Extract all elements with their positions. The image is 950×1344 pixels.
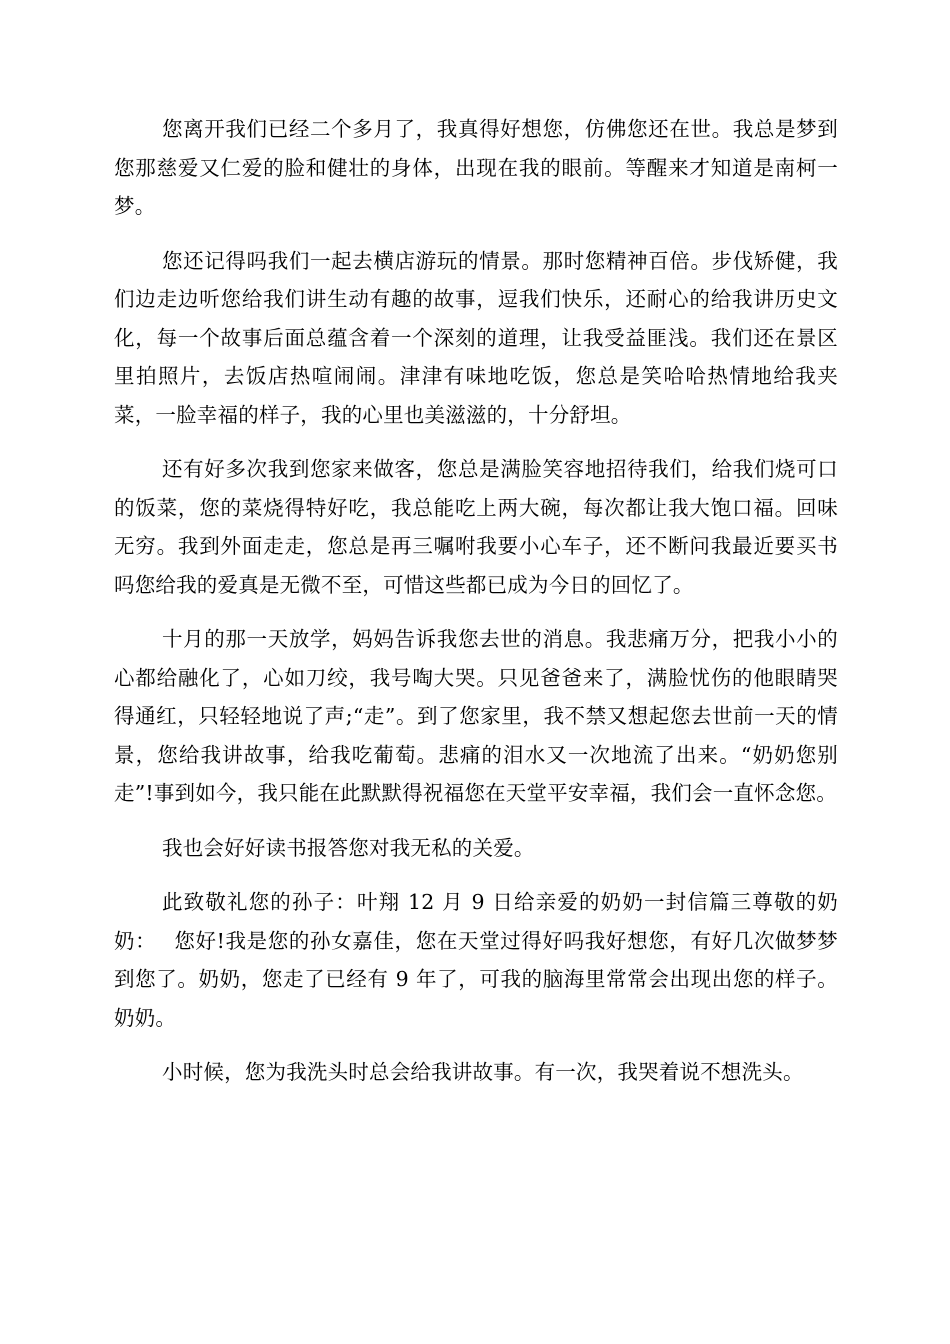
paragraph-7: 小时候，您为我洗头时总会给我讲故事。有一次，我哭着说不想洗头。 bbox=[162, 1060, 804, 1084]
paragraph-4: 十月的那一天放学，妈妈告诉我您去世的消息。我悲痛万分，把我小小的心都给融化了，心如刀绞，我号啕大哭。只见爸爸来了，满脸忧伤的他眼睛哭得通红，只轻轻地说了声;“走”。到了您家里，我不禁又想起您去世前一天的情景，您给我讲故事，给我吃葡萄。悲痛的泪水又一次地流了出来。“奶奶您别走”!事到如今，我只能在此默默得祝福您在天堂平安幸福，我们会一直怀念您。 bbox=[114, 627, 838, 805]
paragraph-2: 您还记得吗我们一起去横店游玩的情景。那时您精神百倍。步伐矫健，我们边走边听您给我们讲生动有趣的故事，逗我们快乐，还耐心的给我讲历史文化，每一个故事后面总蕴含着一个深刻的道理，让我受益匪浅。我们还在景区里拍照片，去饭店热喧闹闹。津津有味地吃饭，您总是笑哈哈热情地给我夹菜，一脸幸福的样子，我的心里也美滋滋的，十分舒坦。 bbox=[114, 248, 838, 427]
paragraph-5: 我也会好好读书报答您对我无私的关爱。 bbox=[162, 835, 535, 860]
paragraph-6: 此致敬礼您的孙子：叶翔 12 月 9 日给亲爱的奶奶一封信篇三尊敬的奶奶： 您好!我是您的孙女嘉佳，您在天堂过得好吗我好想您，有好几次做梦梦到您了。奶奶，您走了已经有 9 年了，可我的脑海里常常会出现出您的样子。奶奶。 bbox=[114, 890, 838, 1030]
document-body bbox=[114, 110, 838, 1108]
paragraph-3: 还有好多次我到您家来做客，您总是满脸笑容地招待我们，给我们烧可口的饭菜，您的菜烧得特好吃，我总能吃上两大碗，每次都让我大饱口福。回味无穷。我到外面走走，您总是再三嘱咐我要小心车子，还不断问我最近要买书吗您给我的爱真是无微不至，可惜这些都已成为今日的回忆了。 bbox=[114, 457, 838, 597]
paragraph-1: 您离开我们已经二个多月了，我真得好想您，仿佛您还在世。我总是梦到您那慈爱又仁爱的脸和健壮的身体，出现在我的眼前。等醒来才知道是南柯一梦。 bbox=[114, 117, 838, 218]
